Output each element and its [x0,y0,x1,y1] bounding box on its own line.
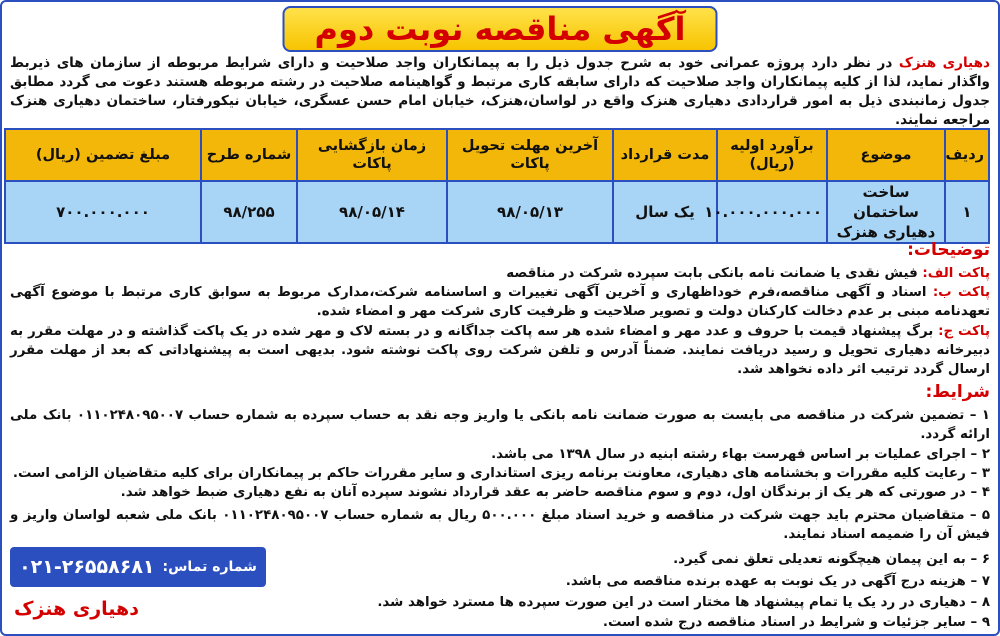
condition-item-3: ۳ – رعایت کلیه مقررات و بخشنامه های دهیاری، معاونت برنامه ریزی استانداری و سایر مقررات حاکم بر پیمانکاران برای کلیه متقاضیان الزامی است. [12,466,990,481]
contact-box [10,547,266,587]
cell-contract-duration: یک سال [613,181,717,243]
packet-c-text: برگ پیشنهاد قیمت با حروف و عدد مهر و امضاء شده هر سه پاکت جداگانه و در بسته لاک و مهر شده در یک پاکت گذاشته و در مهلت مقرر به دبیرخانه دهیاری تحویل و رسید دریافت نمایند. ضمناً آدرس و تلفن شرکت روی پاکت نوشته شود. بدیهی است به پیشنهاداتی که بعد از مهلت مقرر ارسال گردد ترتیب اثر داده نخواهد شد. [10,324,990,377]
packet-b-text: اسناد و آگهی مناقصه،فرم خوداظهاری و آخرین آگهی تغییرات و اساسنامه شرکت،مدارک مربوط به سوابق کاری مرتبط با موضوع آگهی تعهدنامه مبنی بر عدم دخالت کارکنان دولت و تصویر صلاحیت و ظرفیت کاری شرکت مهر و امضاء شده. [10,285,990,319]
notice-title: آگهی مناقصه نوبت دوم [282,6,717,52]
packet-c [10,322,990,379]
conditions-title: شرایط: [925,382,990,402]
condition-item-8: ۸ – دهیاری در رد یک یا تمام پیشنهاد ها مختار است در این صورت سپرده ها مسترد خواهد شد. [377,595,990,610]
header-row-number: ردیف [945,129,989,181]
tender-table [4,128,990,244]
header-deadline: آخرین مهلت تحویل پاکات [447,129,613,181]
signature: دهیاری هنزک [14,598,139,620]
packet-c-label: پاکت ج: [938,324,990,339]
table-row [5,181,989,243]
cell-deadline: ۹۸/۰۵/۱۳ [447,181,613,243]
cell-plan-number: ۹۸/۲۵۵ [201,181,297,243]
intro-org-name: دهیاری هنزک [898,55,991,71]
cell-initial-estimate: ۱۰.۰۰۰.۰۰۰.۰۰۰ [717,181,827,243]
condition-item-6: ۶ – به این پیمان هیچگونه تعدیلی تعلق نمی گیرد. [673,552,990,567]
header-opening-time: زمان بازگشایی پاکات [297,129,447,181]
header-subject: موضوع [827,129,945,181]
condition-item-1: ۱ – تضمین شرکت در مناقصه می بایست به صورت ضمانت نامه بانکی یا واریز وجه نقد به حساب سپرده به شماره حساب ۰۱۱۰۲۴۸۰۹۵۰۰۷ بانک ملی ارائه گردد. [10,408,990,442]
table-header-row [5,129,989,181]
header-plan-number: شماره طرح [201,129,297,181]
packet-a-label: پاکت الف: [922,266,990,281]
cell-row-number: ۱ [945,181,989,243]
contact-label: شماره تماس: [162,559,257,575]
condition-item-4: ۴ – در صورتی که هر یک از برندگان اول، دوم و سوم مناقصه حاضر به عقد قرارداد نشوند سپرده آنان به نفع دهیاری ضبط خواهد شد. [120,485,990,500]
header-guarantee-amount: مبلغ تضمین (ریال) [5,129,201,181]
intro-paragraph [10,54,990,130]
cell-subject: ساخت ساختمان دهیاری هنزک [827,181,945,243]
condition-item-7: ۷ – هزینه درج آگهی در یک نوبت به عهده برنده مناقصه می باشد. [565,574,990,589]
contact-phone: ۰۲۱-۲۶۵۵۸۶۸۱ [19,556,155,578]
cell-opening-time: ۹۸/۰۵/۱۴ [297,181,447,243]
condition-item-5: ۵ – متقاضیان محترم باید جهت شرکت در مناقصه و خرید اسناد مبلغ ۵۰۰.۰۰۰ ریال به شماره حساب ۰۱۱۰۲۴۸۰۹۵۰۰۷ بانک ملی شعبه لواسان واریز و فیش آن را ضمیمه اسناد نمایند. [10,508,991,542]
condition-item-9: ۹ – سایر جزئیات و شرایط در اسناد مناقصه درج شده است. [602,615,990,630]
title-banner [282,6,717,52]
packet-b [10,283,990,321]
cell-guarantee-amount: ۷۰۰.۰۰۰.۰۰۰ [5,181,201,243]
packet-a [10,264,990,283]
notes-title: توضیحات: [907,240,990,260]
intro-text: در نظر دارد پروژه عمرانی خود به شرح جدول ذیل را به پیمانکاران واجد صلاحیت و دارای شرایط مربوطه از سازمان های ذیربط واگذار نماید، لذا از کلیه پیمانکاران واجد صلاحیت که دارای سابقه کاری مرتبط و گواهینامه صلاحیت در رشته مربوطه هستند دعوت می گردد مطابق جدول زمانبندی ذیل به امور قراردادی دهیاری هنزک واقع در لواسان،هنزک، خیابان امام حسن عسگری، خیابان نیکورفتار، ساختمان دهیاری هنزک مراجعه نمایند. [10,55,990,128]
header-contract-duration: مدت قرارداد [613,129,717,181]
packet-a-text: فیش نقدی یا ضمانت نامه بانکی بابت سپرده شرکت در مناقصه [506,266,923,281]
packet-b-label: پاکت ب: [932,285,990,300]
condition-item-2: ۲ – اجرای عملیات بر اساس فهرست بهاء رشته ابنیه در سال ۱۳۹۸ می باشد. [491,447,990,462]
header-initial-estimate: برآورد اولیه (ریال) [717,129,827,181]
